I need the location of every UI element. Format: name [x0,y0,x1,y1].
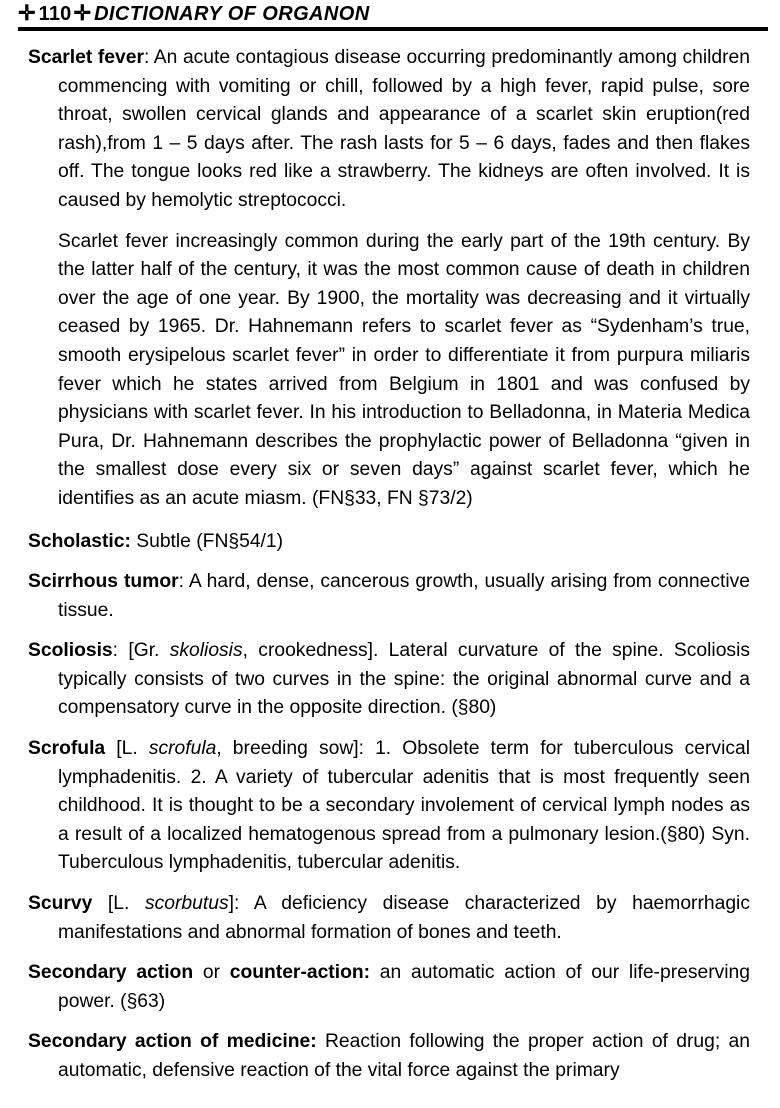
entry-term: Secondary action [28,962,194,984]
entry-secondary-action-of-medicine [28,1028,750,1085]
page-number: 110 [38,2,72,25]
cross-mark-icon-right: ✛ [73,1,92,25]
paragraph-text: Scarlet fever increasingly common during the early part of the 19th century. By the latter half of the century, it was the most common cause of death in children over the age of one year. By 1900, the mortality was decreasing and it virtually ceased by 1965. Dr. Hahnemann refers to scarlet fever as “Sydenham’s true, smooth erysipelous scarlet fever” in order to differentiate it from purpura miliaris fever which he states arrived from Belgium in 1801 and was confused by physicians with scarlet fever. In his introduction to Belladonna, in Materia Medica Pura, Dr. Hahnemann describes the prophylactic power of Belladonna “given in the smallest dose every six or seven days” against scarlet fever, which he identifies as an acute miasm. (FN§33, FN §73/2) [58,230,750,509]
entry-definition: Reaction following the proper action of drug; an automatic, defensive reaction of the vital force against the primary [58,1031,750,1081]
entry-term: Scholastic: [28,530,131,552]
cross-mark-icon: ✛ [18,1,36,25]
running-header [18,0,768,28]
entry-etymology-prefix: [L. [92,893,145,915]
entry-scurvy [28,890,750,947]
entry-secondary-action [28,959,750,1016]
entry-etymology-prefix: [L. [105,738,149,760]
entry-definition: ]: A deficiency disease characterized by haemorrhagic manifestations and abnormal formation of bones and teeth. [58,893,750,943]
entry-scirrhous-tumor [28,568,750,625]
entry-etymology-word: skoliosis [169,640,243,662]
entry-definition: an automatic action of our life-preserving power. (§63) [58,962,751,1012]
entry-term: Secondary action of medicine: [28,1031,317,1053]
entry-scoliosis [28,637,750,723]
book-title: DICTIONARY OF ORGANON [94,2,370,25]
entry-etymology-prefix: [Gr. [118,640,170,662]
entry-definition: Subtle (FN§54/1) [130,530,284,552]
entry-scrofula [28,735,750,878]
header-divider [18,27,768,31]
entry-definition: , crookedness]. Lateral curvature of the spine. Scoliosis typically consists of two curves in the spine: the original abnormal curve and a compensatory curve in the opposite direction. (§80) [58,640,750,719]
entry-term: Scoliosis [28,640,113,662]
entry-scarlet-fever-note [28,228,750,514]
entry-term-separator: : [143,47,150,68]
entry-term: Scrofula [28,738,106,760]
entry-term: Scurvy [28,893,93,915]
entry-definition: An acute contagious disease occurring predominantly among children commencing with vomiting or chill, followed by a high fever, rapid pulse, sore throat, swollen cervical glands and appearance of a scarlet skin eruption(red rash),from 1 – 5 days after. The rash lasts for 5 – 6 days, fades and then flakes off. The tongue looks red like a strawberry. The kidneys are often involved. It is caused by hemolytic streptococci. [58,47,751,211]
entry-scarlet-fever [28,44,750,216]
entry-scholastic [28,528,750,557]
entry-term-conjunction: or [193,962,230,984]
entry-etymology-word: scorbutus [145,893,229,915]
entry-term-separator: : [112,640,119,662]
entry-term-alt: counter-action: [229,962,371,984]
entry-etymology-word: scrofula [148,738,217,760]
entry-term: Scirrhous tumor [28,571,179,593]
entry-term: Scarlet fever [28,47,144,68]
entry-definition: , breeding sow]: 1. Obsolete term for tuberculous cervical lymphadenitis. 2. A variety of tubercular adenitis that is most frequently seen childhood. It is thought to be a secondary involement of cervical lymph nodes as a result of a localized hematogenous spread from a pulmonary lesion.(§80) Syn. Tuberculous lymphadenitis, tubercular adenitis. [58,738,750,874]
entry-definition: A hard, dense, cancerous growth, usually arising from connective tissue. [58,571,750,621]
body-text-column [28,44,750,1086]
entry-term-separator: : [178,571,184,593]
